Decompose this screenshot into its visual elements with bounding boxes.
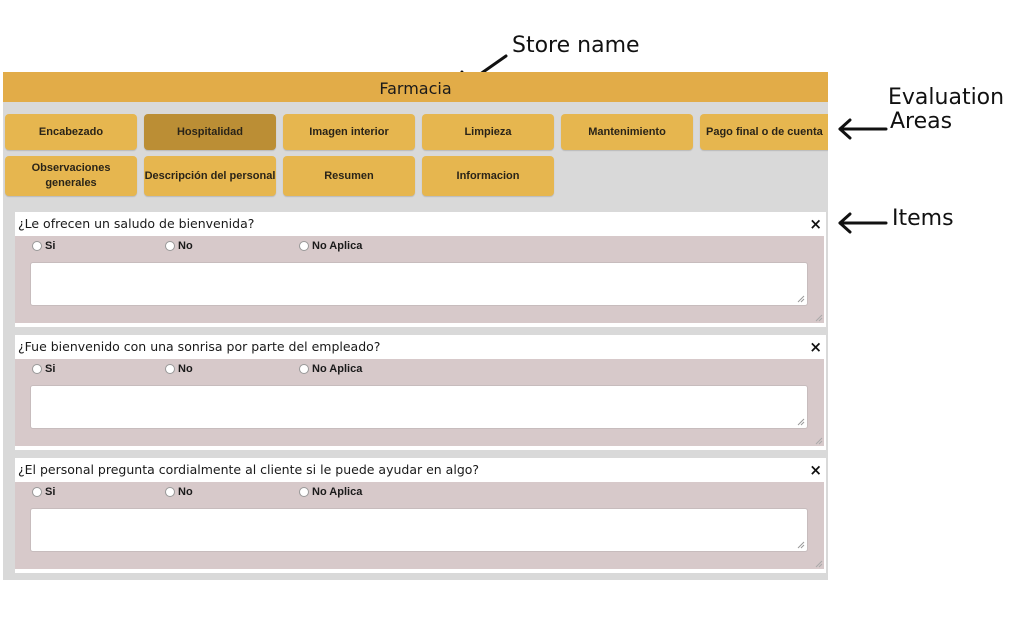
radio-label: Si [45, 486, 56, 498]
annotation-evaluation-areas [888, 86, 1004, 134]
radio-label: Si [45, 363, 56, 375]
annotation-items: Items [892, 206, 954, 231]
tab-encabezado[interactable]: Encabezado [5, 114, 137, 150]
annotation-store-name: Store name [512, 33, 640, 58]
item-question: ¿Le ofrecen un saludo de bienvenida? [18, 216, 255, 231]
resize-grip-icon [815, 560, 823, 568]
item-answer-area [15, 236, 824, 323]
resize-grip-icon[interactable] [797, 418, 805, 426]
radio-si[interactable] [32, 240, 55, 252]
tab-descripcion-personal[interactable]: Descripción del personal [144, 156, 276, 196]
comment-textarea[interactable] [30, 262, 808, 306]
radio-label: No Aplica [312, 363, 363, 375]
tab-pago-final[interactable]: Pago final o de cuenta [700, 114, 828, 150]
tab-resumen[interactable]: Resumen [283, 156, 415, 196]
radio-circle-icon [299, 487, 309, 497]
radio-circle-icon [299, 364, 309, 374]
radio-no-aplica[interactable] [299, 240, 362, 252]
radio-circle-icon [165, 487, 175, 497]
resize-grip-icon[interactable] [797, 295, 805, 303]
tab-hospitalidad[interactable]: Hospitalidad [144, 114, 276, 150]
radio-no-aplica[interactable] [299, 486, 362, 498]
tab-mantenimiento[interactable]: Mantenimiento [561, 114, 693, 150]
tab-observaciones-generales[interactable]: Observaciones generales [5, 156, 137, 196]
resize-grip-icon [815, 437, 823, 445]
resize-grip-icon[interactable] [797, 541, 805, 549]
annotation-evaluation-line2: Areas [890, 109, 953, 134]
radio-label: Si [45, 240, 56, 252]
radio-circle-icon [32, 364, 42, 374]
annotation-evaluation-line1: Evaluation [888, 85, 1005, 110]
radio-circle-icon [32, 241, 42, 251]
evaluation-app [3, 72, 828, 580]
tab-informacion[interactable]: Informacion [422, 156, 554, 196]
evaluation-item [15, 212, 826, 327]
radio-no[interactable] [165, 240, 193, 252]
close-icon[interactable]: × [809, 338, 822, 356]
tab-imagen-interior[interactable]: Imagen interior [283, 114, 415, 150]
item-question: ¿Fue bienvenido con una sonrisa por parte del empleado? [18, 339, 381, 354]
radio-no[interactable] [165, 363, 193, 375]
radio-no[interactable] [165, 486, 193, 498]
radio-circle-icon [299, 241, 309, 251]
radio-circle-icon [165, 241, 175, 251]
item-question: ¿El personal pregunta cordialmente al cliente si le puede ayudar en algo? [18, 462, 480, 477]
item-answer-area [15, 359, 824, 446]
items-arrow-icon [836, 212, 890, 234]
evaluation-item [15, 458, 826, 573]
radio-label: No Aplica [312, 240, 363, 252]
close-icon[interactable]: × [809, 215, 822, 233]
tab-limpieza[interactable]: Limpieza [422, 114, 554, 150]
radio-circle-icon [165, 364, 175, 374]
radio-si[interactable] [32, 363, 55, 375]
evaluation-item [15, 335, 826, 450]
radio-label: No Aplica [312, 486, 363, 498]
evaluation-areas-arrow-icon [836, 118, 890, 140]
radio-si[interactable] [32, 486, 55, 498]
radio-label: No [178, 486, 193, 498]
item-answer-area [15, 482, 824, 569]
radio-no-aplica[interactable] [299, 363, 362, 375]
store-name-bar: Farmacia [3, 72, 828, 102]
radio-label: No [178, 363, 193, 375]
radio-label: No [178, 240, 193, 252]
comment-textarea[interactable] [30, 508, 808, 552]
resize-grip-icon [815, 314, 823, 322]
close-icon[interactable]: × [809, 461, 822, 479]
comment-textarea[interactable] [30, 385, 808, 429]
radio-circle-icon [32, 487, 42, 497]
